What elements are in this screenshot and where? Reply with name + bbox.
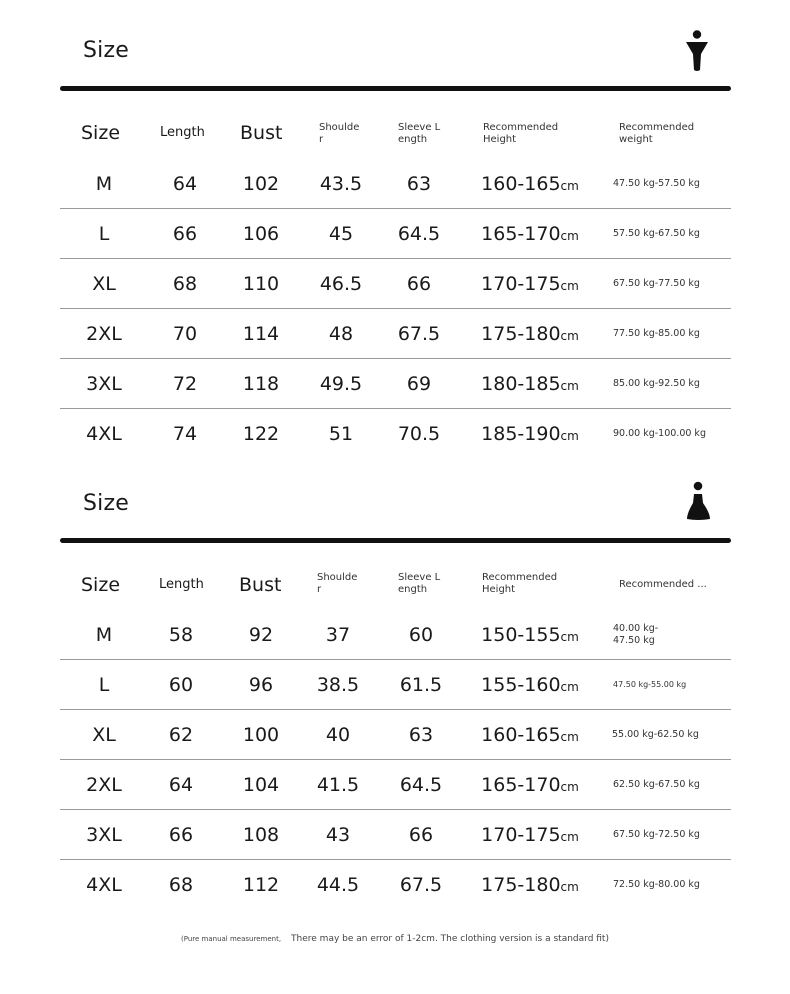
cell-length: 58	[168, 624, 194, 646]
cell-shoulder: 41.5	[316, 774, 360, 796]
cell-shoulder: 46.5	[319, 273, 363, 295]
header-bust: Bust	[240, 122, 283, 144]
height-unit: cm	[560, 830, 579, 844]
cell-height	[470, 159, 590, 209]
cell-size: 4XL	[86, 423, 122, 445]
cell-height	[470, 760, 590, 810]
cell-weight: 67.50 kg-72.50 kg	[613, 829, 700, 840]
header-shoulder: Shoulde r	[317, 572, 358, 595]
cell-length: 66	[168, 824, 194, 846]
header-size: Size	[81, 122, 121, 144]
cell-weight: 85.00 kg-92.50 kg	[613, 378, 700, 389]
cell-height	[470, 710, 590, 760]
table-row	[60, 660, 731, 710]
cell-weight: 90.00 kg-100.00 kg	[613, 428, 706, 439]
header-sleeve: Sleeve L ength	[398, 572, 441, 595]
height-unit: cm	[560, 429, 579, 443]
table-row	[60, 760, 731, 810]
cell-size: M	[95, 624, 113, 646]
cell-length: 66	[172, 223, 198, 245]
cell-height	[470, 610, 590, 660]
cell-sleeve: 63	[408, 724, 434, 746]
cell-weight: 40.00 kg-47.50 kg	[613, 623, 659, 646]
footnote-prefix: (Pure manual measurement,	[181, 935, 282, 943]
cell-sleeve: 61.5	[399, 674, 443, 696]
cell-bust: 96	[248, 674, 274, 696]
measurement-footnote	[0, 926, 790, 945]
cell-height	[470, 860, 590, 910]
cell-weight: 55.00 kg-62.50 kg	[612, 729, 699, 740]
header-sleeve: Sleeve L ength	[398, 122, 441, 145]
height-range: 175-180	[481, 323, 561, 345]
cell-shoulder: 43	[325, 824, 351, 846]
cell-height	[470, 660, 590, 710]
cell-weight: 62.50 kg-67.50 kg	[613, 779, 700, 790]
height-range: 155-160	[481, 674, 561, 696]
header-shoulder: Shoulde r	[319, 122, 360, 145]
cell-height	[470, 309, 590, 359]
height-range: 160-165	[481, 724, 561, 746]
cell-shoulder: 40	[325, 724, 351, 746]
cell-bust: 122	[242, 423, 280, 445]
cell-shoulder: 51	[328, 423, 354, 445]
height-unit: cm	[560, 229, 579, 243]
cell-size: M	[95, 173, 113, 195]
cell-sleeve: 63	[406, 173, 432, 195]
cell-shoulder: 45	[328, 223, 354, 245]
cell-bust: 108	[242, 824, 280, 846]
cell-bust: 104	[242, 774, 280, 796]
cell-length: 68	[168, 874, 194, 896]
height-range: 165-170	[481, 774, 561, 796]
table-row	[60, 610, 731, 660]
cell-height	[470, 810, 590, 860]
cell-shoulder: 38.5	[316, 674, 360, 696]
header-length: Length	[159, 577, 204, 592]
cell-height	[470, 259, 590, 309]
cell-size: 3XL	[86, 373, 122, 395]
header-weight: Recommended ...	[619, 579, 707, 590]
cell-height	[470, 409, 590, 459]
table-row	[60, 359, 731, 409]
header-weight: Recommended weight	[619, 122, 695, 145]
height-unit: cm	[560, 279, 579, 293]
cell-length: 72	[172, 373, 198, 395]
cell-bust: 114	[242, 323, 280, 345]
cell-sleeve: 70.5	[397, 423, 441, 445]
height-unit: cm	[560, 179, 579, 193]
height-unit: cm	[560, 329, 579, 343]
cell-size: 4XL	[86, 874, 122, 896]
cell-bust: 118	[242, 373, 280, 395]
cell-bust: 102	[242, 173, 280, 195]
cell-sleeve: 67.5	[399, 874, 443, 896]
height-unit: cm	[560, 730, 579, 744]
table-row	[60, 810, 731, 860]
height-range: 185-190	[481, 423, 561, 445]
cell-weight: 77.50 kg-85.00 kg	[613, 328, 700, 339]
cell-size: L	[98, 674, 110, 696]
male-figure-icon	[684, 30, 712, 72]
cell-sleeve: 60	[408, 624, 434, 646]
table-row	[60, 259, 731, 309]
cell-shoulder: 48	[328, 323, 354, 345]
cell-bust: 92	[248, 624, 274, 646]
height-unit: cm	[560, 630, 579, 644]
cell-weight: 57.50 kg-67.50 kg	[613, 228, 700, 239]
section-divider	[60, 86, 731, 91]
cell-length: 74	[172, 423, 198, 445]
table-row	[60, 409, 731, 459]
cell-size: 2XL	[86, 774, 122, 796]
cell-size: XL	[92, 724, 116, 746]
cell-size: XL	[92, 273, 116, 295]
height-unit: cm	[560, 379, 579, 393]
cell-length: 64	[172, 173, 198, 195]
cell-weight: 67.50 kg-77.50 kg	[613, 278, 700, 289]
cell-sleeve: 64.5	[399, 774, 443, 796]
header-length: Length	[160, 125, 205, 140]
cell-shoulder: 44.5	[316, 874, 360, 896]
header-size: Size	[81, 574, 121, 596]
section-title: Size	[83, 38, 129, 63]
cell-size: 3XL	[86, 824, 122, 846]
cell-sleeve: 67.5	[397, 323, 441, 345]
cell-shoulder: 49.5	[319, 373, 363, 395]
cell-sleeve: 69	[406, 373, 432, 395]
cell-bust: 110	[242, 273, 280, 295]
cell-bust: 106	[242, 223, 280, 245]
cell-size: 2XL	[86, 323, 122, 345]
height-unit: cm	[560, 880, 579, 894]
cell-sleeve: 64.5	[397, 223, 441, 245]
cell-length: 70	[172, 323, 198, 345]
section-divider	[60, 538, 731, 543]
cell-weight: 47.50 kg-57.50 kg	[613, 178, 700, 189]
header-height: Recommended Height	[482, 572, 558, 595]
table-row	[60, 209, 731, 259]
table-row	[60, 710, 731, 760]
height-range: 150-155	[481, 624, 561, 646]
cell-length: 68	[172, 273, 198, 295]
cell-bust: 112	[242, 874, 280, 896]
cell-size: L	[98, 223, 110, 245]
height-range: 175-180	[481, 874, 561, 896]
table-row	[60, 159, 731, 209]
cell-weight: 47.50 kg-55.00 kg	[613, 680, 687, 689]
height-range: 170-175	[481, 824, 561, 846]
height-unit: cm	[560, 780, 579, 794]
cell-height	[470, 359, 590, 409]
cell-sleeve: 66	[408, 824, 434, 846]
cell-height	[470, 209, 590, 259]
cell-weight: 72.50 kg-80.00 kg	[613, 879, 700, 890]
cell-shoulder: 37	[325, 624, 351, 646]
cell-bust: 100	[242, 724, 280, 746]
height-range: 165-170	[481, 223, 561, 245]
table-row	[60, 860, 731, 910]
table-row	[60, 309, 731, 359]
footnote-text: There may be an error of 1-2cm. The clothing version is a standard fit)	[291, 934, 609, 944]
height-range: 170-175	[481, 273, 561, 295]
cell-length: 62	[168, 724, 194, 746]
section-title: Size	[83, 491, 129, 516]
height-range: 180-185	[481, 373, 561, 395]
header-height: Recommended Height	[483, 122, 559, 145]
header-bust: Bust	[239, 574, 282, 596]
cell-sleeve: 66	[406, 273, 432, 295]
female-figure-icon	[686, 481, 712, 521]
cell-shoulder: 43.5	[319, 173, 363, 195]
height-unit: cm	[560, 680, 579, 694]
height-range: 160-165	[481, 173, 561, 195]
cell-length: 60	[168, 674, 194, 696]
cell-length: 64	[168, 774, 194, 796]
